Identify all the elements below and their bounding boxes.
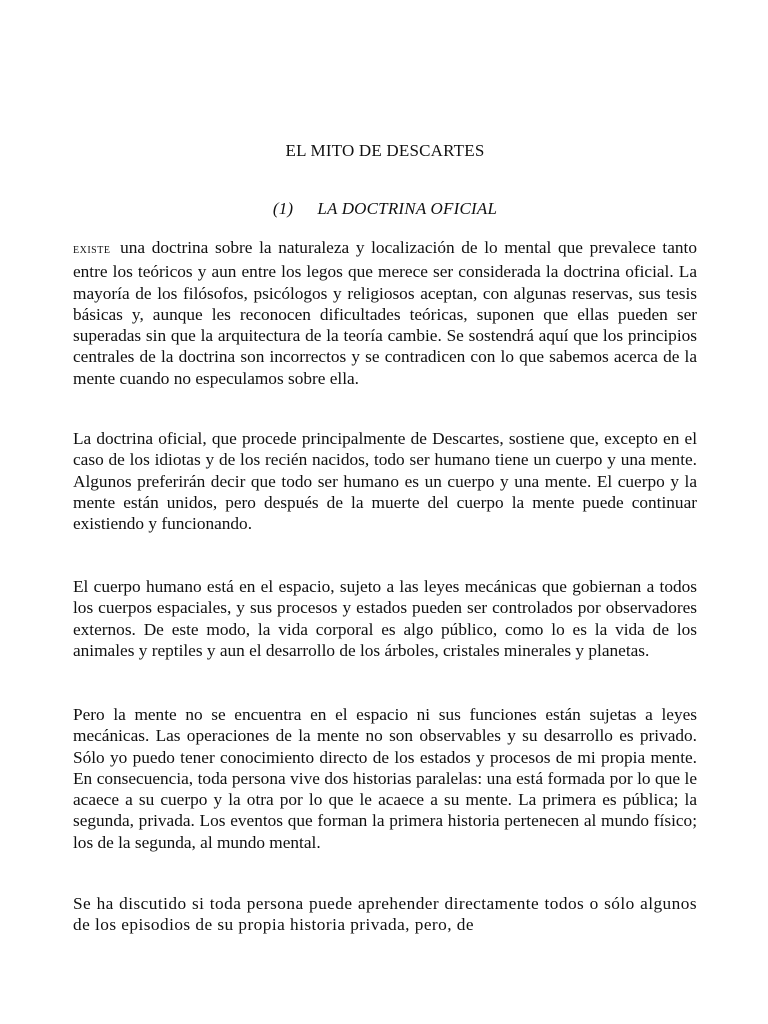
- paragraph-1-text: una doctrina sobre la naturaleza y localización de lo mental que prevalece tanto entre los teóricos y aun entre los legos que merece ser considerada la doctrina oficial. La mayoría de los filósofos, psicólogos y religiosos aceptan, con algunas reservas, sus tesis básicas y, aunque les reconocen dificultades teóricas, suponen que ellas pueden ser superadas sin que la arquitectura de la teoría cambie. Se sostendrá aquí que los principios centrales de la doctrina son incorrectos y se contradicen con lo que sabemos acerca de la mente cuando no especulamos sobre ella.: [73, 238, 697, 388]
- section-heading: [73, 199, 697, 219]
- paragraph-4: Pero la mente no se encuentra en el espacio ni sus funciones están sujetas a leyes mecánicas. Las operaciones de la mente no son observables y su desarrollo es privado. Sólo yo puedo tener conocimiento directo de los estados y procesos de mi propia mente. En consecuencia, toda persona vive dos historias paralelas: una está formada por lo que le acaece a su cuerpo y la otra por lo que le acaece a su mente. La primera es pública; la segunda, privada. Los eventos que forman la primera historia pertenecen al mundo físico; los de la segunda, al mundo mental.: [73, 705, 697, 852]
- paragraph-2: La doctrina oficial, que procede principalmente de Descartes, sostiene que, excepto en el caso de los idiotas y de los recién nacidos, todo ser humano tiene un cuerpo y una mente. Algunos preferirán decir que todo ser humano es un cuerpo y una mente. El cuerpo y la mente están unidos, pero después de la muerte del cuerpo la mente puede continuar existiendo y funcionando.: [73, 429, 697, 534]
- paragraph-1: [73, 237, 697, 389]
- paragraph-3: El cuerpo humano está en el espacio, sujeto a las leyes mecánicas que gobiernan a todos los cuerpos espaciales, y sus procesos y estados pueden ser controlados por observadores externos. De este modo, la vida corporal es algo público, como lo es la vida de los animales y reptiles y aun el desarrollo de los árboles, cristales minerales y planetas.: [73, 577, 697, 660]
- section-number: (1): [272, 199, 294, 218]
- paragraph-5: Se ha discutido si toda persona puede aprehender directamente todos o sólo algunos de los episodios de su propia historia privada, pero, de: [73, 894, 697, 935]
- document-title: EL MITO DE DESCARTES: [285, 141, 485, 160]
- paragraph-1-lead: EXISTE: [73, 245, 111, 256]
- section-title: LA DOCTRINA OFICIAL: [317, 199, 498, 218]
